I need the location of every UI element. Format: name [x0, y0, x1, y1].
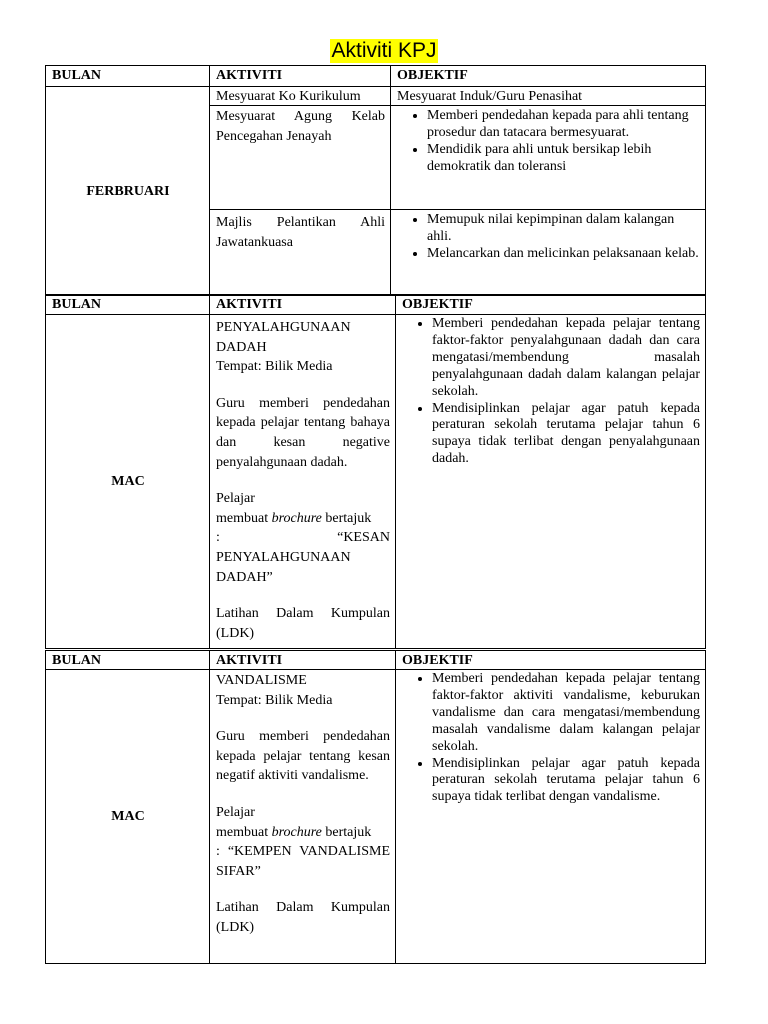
list-item: • Mendisiplinkan pelajar agar patuh kepada peraturan sekolah terutama pelajar tahun 6 supaya tidak terlibat dengan penyalahgunaan dadah. — [432, 401, 700, 469]
colon-text: : — [216, 844, 220, 860]
activity-cell — [210, 315, 396, 649]
student-verb: membuat — [216, 824, 269, 840]
table-mac-dadah — [45, 294, 706, 649]
header-bulan: BULAN — [46, 295, 210, 315]
objective-cell — [391, 106, 706, 210]
header-aktiviti: AKTIVITI — [210, 295, 396, 315]
header-bulan: BULAN — [46, 66, 210, 87]
header-bulan: BULAN — [46, 651, 210, 670]
list-item: • Mendisiplinkan pelajar agar patuh kepada peraturan sekolah terutama pelajar tahun 6 supaya tidak terlibat dengan vandalisme. — [432, 756, 700, 807]
student-brochure: brochure — [271, 510, 322, 526]
activity-student-label: Pelajar — [216, 804, 255, 820]
activity-student-task — [216, 823, 390, 843]
activity-place: Tempat: Bilik Media — [216, 359, 333, 375]
objective-cell — [391, 210, 706, 296]
activity-teacher: Guru memberi pendedahan kepada pelajar tentang bahaya dan kesan negative penyalahgunaan dadah. — [216, 395, 390, 470]
activity-student-label: Pelajar — [216, 491, 255, 507]
header-aktiviti: AKTIVITI — [210, 651, 396, 670]
month-cell: FERBRUARI — [46, 87, 210, 296]
header-objektif: OBJEKTIF — [391, 66, 706, 87]
colon-text: : — [216, 530, 220, 546]
list-item: • Mendidik para ahli untuk bersikap lebih demokratik dan toleransi — [427, 141, 700, 175]
list-item: • Memberi pendedahan kepada para ahli tentang prosedur dan tatacara bermesyuarat. — [427, 107, 700, 141]
header-objektif: OBJEKTIF — [396, 295, 706, 315]
activity-cell — [210, 670, 396, 964]
student-bertajuk: bertajuk — [325, 824, 372, 840]
list-item: • Memberi pendedahan kepada pelajar tentang faktor-faktor aktiviti vandalisme, keburukan vandalisme dan cara mengatasi/membendung masalah vandalisme dalam kalangan pelajar sekolah. — [432, 671, 700, 756]
activity-cell: Mesyuarat Ko Kurikulum — [210, 87, 391, 106]
activity-cell: Majlis Pelantikan Ahli Jawatankuasa — [210, 210, 391, 296]
month-cell: MAC — [46, 670, 210, 964]
activity-ldk: Latihan Dalam Kumpulan (LDK) — [216, 900, 390, 935]
document-title: Aktiviti KPJ — [331, 39, 437, 62]
activity-cell: Mesyuarat Agung Kelab Pencegahan Jenayah — [210, 106, 391, 210]
list-item: • Melancarkan dan melicinkan pelaksanaan kelab. — [427, 245, 700, 262]
student-bertajuk: bertajuk — [325, 510, 372, 526]
activity-teacher: Guru memberi pendedahan kepada pelajar tentang kesan negatif aktiviti vandalisme. — [216, 729, 390, 784]
activity-student-task — [216, 509, 390, 529]
month-cell: MAC — [46, 315, 210, 649]
objective-cell — [396, 315, 706, 649]
student-brochure: brochure — [271, 824, 322, 840]
activity-topic: VANDALISME — [216, 673, 307, 688]
table-februari — [45, 65, 706, 296]
list-item: • Memupuk nilai kepimpinan dalam kalangan ahli. — [427, 211, 700, 245]
activity-topic: PENYALAHGUNAAN DADAH — [216, 320, 351, 355]
activity-brochure-title — [216, 528, 390, 587]
activity-place: Tempat: Bilik Media — [216, 692, 333, 708]
objective-cell: Mesyuarat Induk/Guru Penasihat — [391, 87, 706, 106]
brochure-title: “KEMPEN VANDALISME SIFAR” — [216, 844, 390, 879]
header-aktiviti: AKTIVITI — [210, 66, 391, 87]
list-item: • Memberi pendedahan kepada pelajar tentang faktor-faktor penyalahgunaan dadah dan cara mengatasi/membendung masalah penyalahgunaan dadah dalam kalangan pelajar sekolah. — [432, 316, 700, 401]
activity-ldk: Latihan Dalam Kumpulan (LDK) — [216, 606, 390, 641]
activity-brochure-title — [216, 842, 390, 881]
brochure-title: “KESAN PENYALAHGUNAAN DADAH” — [216, 530, 390, 585]
student-verb: membuat — [216, 510, 269, 526]
table-mac-vandalisme — [45, 650, 706, 964]
header-objektif: OBJEKTIF — [396, 651, 706, 670]
objective-cell — [396, 670, 706, 964]
